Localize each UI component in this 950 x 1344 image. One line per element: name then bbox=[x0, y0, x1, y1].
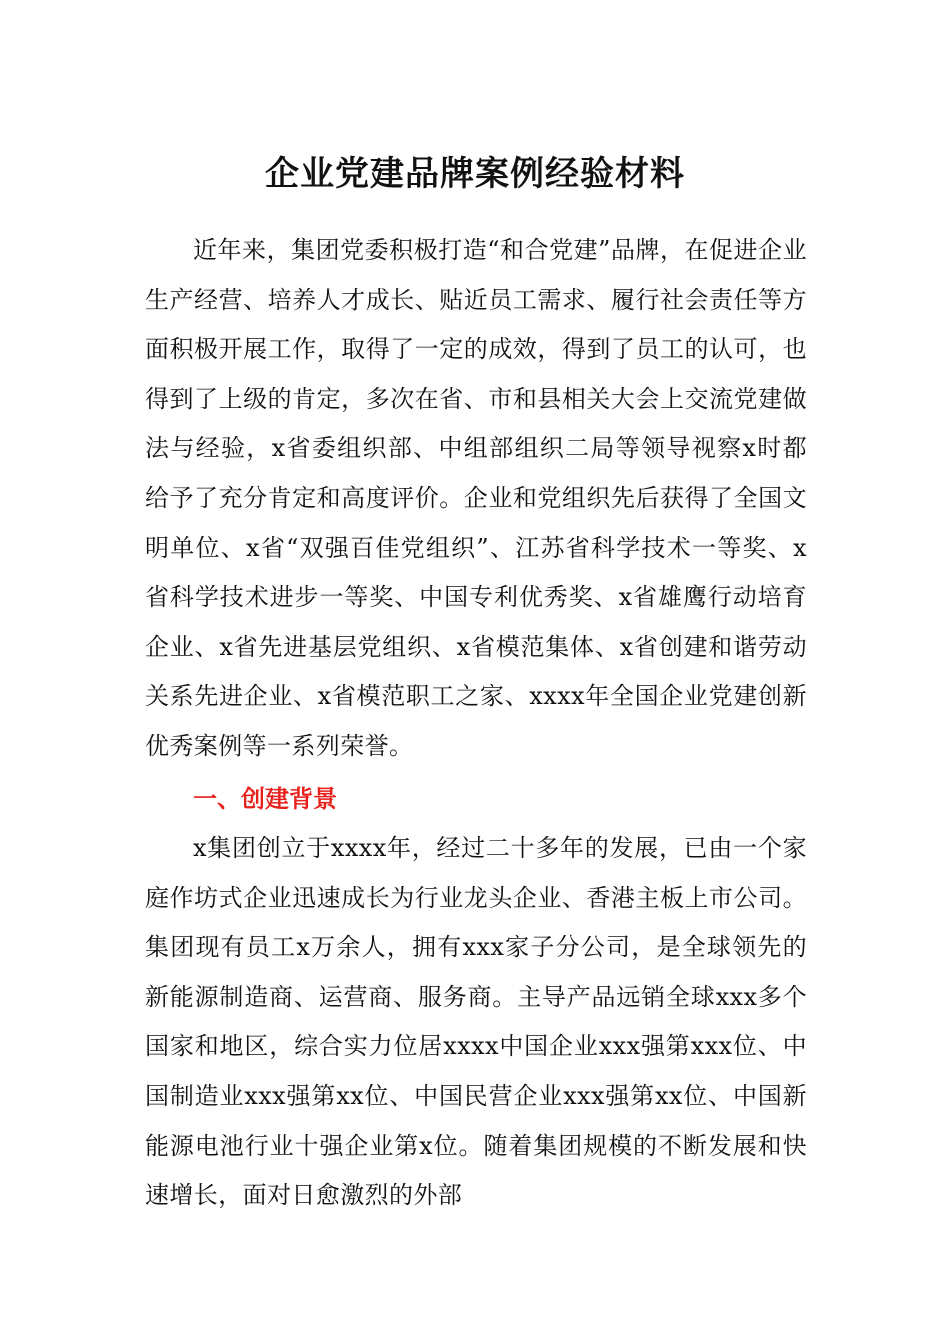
section-heading-background: 一、创建背景 bbox=[193, 785, 337, 813]
section-paragraph-background: x集团创立于xxxx年，经过二十多年的发展，已由一个家庭作坊式企业迅速成长为行业龙头企业、香港主板上市公司。集团现有员工x万余人，拥有xxx家子分公司，是全球领先的新能源制造商、运营商、服务商。主导产品远销全球xxx多个国家和地区，综合实力位居xxxx中国企业xxx强第xxx位、中国制造业xxx强第xx位、中国民营企业xxx强第xx位、中国新能源电池行业十强企业第x位。随着集团规模的不断发展和快速增长，面对日愈激烈的外部 bbox=[145, 834, 807, 1210]
intro-paragraph: 近年来，集团党委积极打造“和合党建”品牌，在促进企业生产经营、培养人才成长、贴近员工需求、履行社会责任等方面积极开展工作，取得了一定的成效，得到了员工的认可，也得到了上级的肯定，多次在省、市和县相关大会上交流党建做法与经验，x省委组织部、中组部组织二局等领导视察x时都给予了充分肯定和高度评价。企业和党组织先后获得了全国文明单位、x省“双强百佳党组织”、江苏省科学技术一等奖、x省科学技术进步一等奖、中国专利优秀奖、x省雄鹰行动培育企业、x省先进基层党组织、x省模范集体、x省创建和谐劳动关系先进企业、x省模范职工之家、xxxx年全国企业党建创新优秀案例等一系列荣誉。 bbox=[145, 236, 807, 760]
document-title: 企业党建品牌案例经验材料 bbox=[265, 154, 685, 194]
